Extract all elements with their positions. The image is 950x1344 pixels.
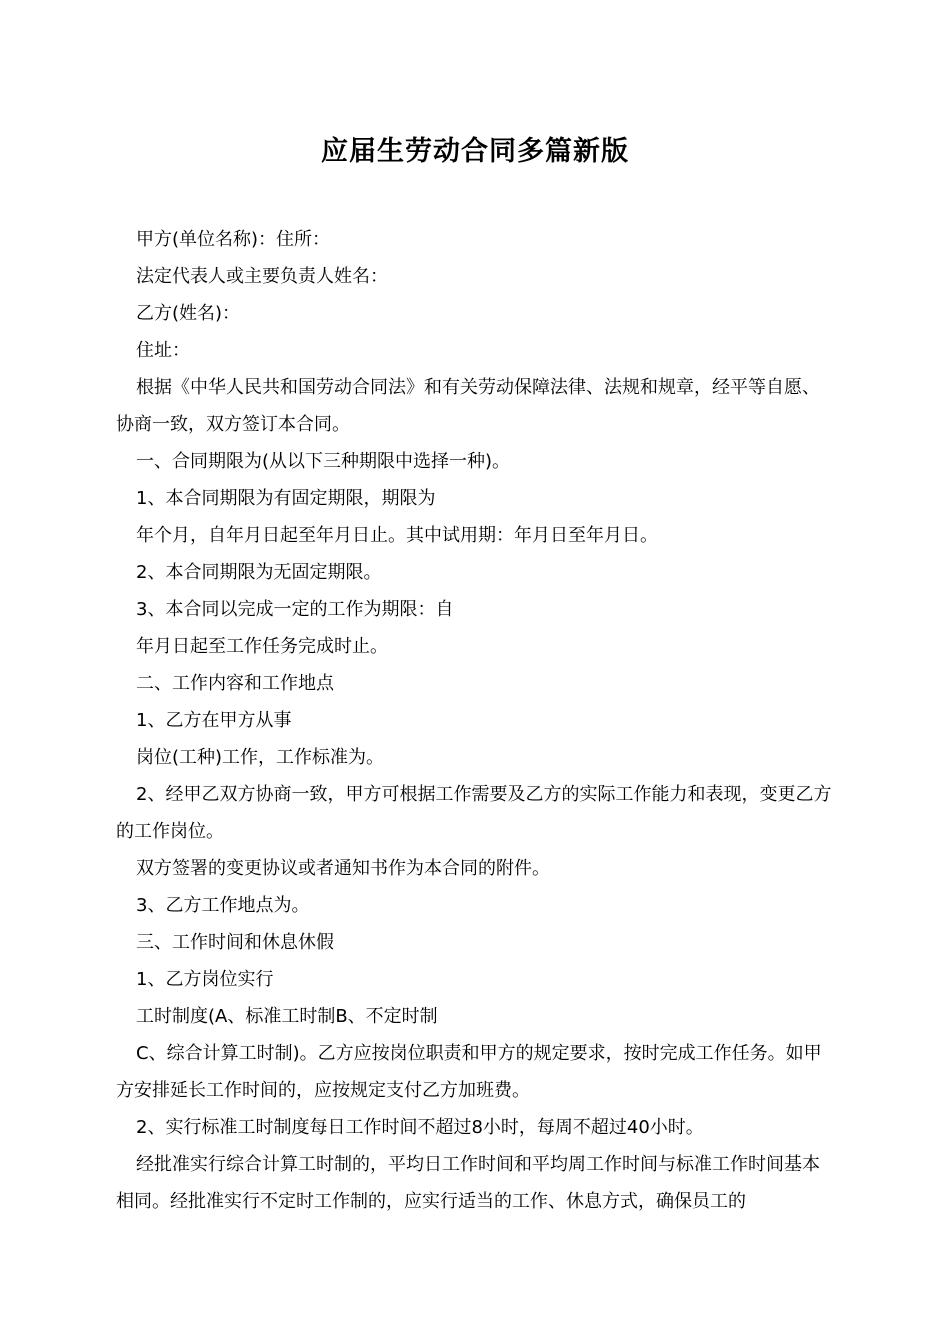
section-heading-work-content: 二、工作内容和工作地点 — [136, 673, 334, 694]
paragraph: 经批准实行综合计算工时制的，平均日工作时间和平均周工作时间与标准工作时间基本相同。经批准实行不定时工作制的，应实行适当的工作、休息方式，确保员工的 — [116, 1154, 820, 1212]
paragraph-address: 住址： — [136, 340, 190, 361]
paragraph: 工时制度(A、标准工时制B、不定时制 — [136, 1006, 438, 1027]
paragraph: 2、实行标准工时制度每日工作时间不超过8小时，每周不超过40小时。 — [136, 1117, 704, 1138]
paragraph: 双方签署的变更协议或者通知书作为本合同的附件。 — [136, 858, 550, 879]
paragraph: 2、本合同期限为无固定期限。 — [136, 562, 382, 583]
document-title: 应届生劳动合同多篇新版 — [321, 136, 629, 167]
paragraph: C、综合计算工时制)。乙方应按岗位职责和甲方的规定要求，按时完成工作任务。如甲方安排延长工作时间的，应按规定支付乙方加班费。 — [116, 1043, 822, 1101]
paragraph-legal-rep: 法定代表人或主要负责人姓名： — [136, 266, 388, 287]
paragraph-party-a: 甲方(单位名称)：住所： — [136, 229, 331, 250]
section-heading-term: 一、合同期限为(从以下三种期限中选择一种)。 — [136, 451, 511, 472]
paragraph-preamble: 根据《中华人民共和国劳动合同法》和有关劳动保障法律、法规和规章，经平等自愿、协商一致，双方签订本合同。 — [116, 377, 820, 435]
document-body — [116, 221, 836, 1220]
paragraph-party-b: 乙方(姓名)： — [136, 303, 241, 324]
paragraph: 1、乙方在甲方从事 — [136, 710, 292, 731]
paragraph: 岗位(工种)工作，工作标准为。 — [136, 747, 385, 768]
paragraph: 3、本合同以完成一定的工作为期限：自 — [136, 599, 454, 620]
section-heading-work-hours: 三、工作时间和休息休假 — [136, 932, 334, 953]
paragraph: 1、乙方岗位实行 — [136, 969, 274, 990]
paragraph: 3、乙方工作地点为。 — [136, 895, 310, 916]
paragraph: 1、本合同期限为有固定期限，期限为 — [136, 488, 436, 509]
paragraph: 年月日起至工作任务完成时止。 — [136, 636, 388, 657]
paragraph: 年个月，自年月日起至年月日止。其中试用期：年月日至年月日。 — [136, 525, 658, 546]
paragraph: 2、经甲乙双方协商一致，甲方可根据工作需要及乙方的实际工作能力和表现，变更乙方的工作岗位。 — [116, 784, 832, 842]
